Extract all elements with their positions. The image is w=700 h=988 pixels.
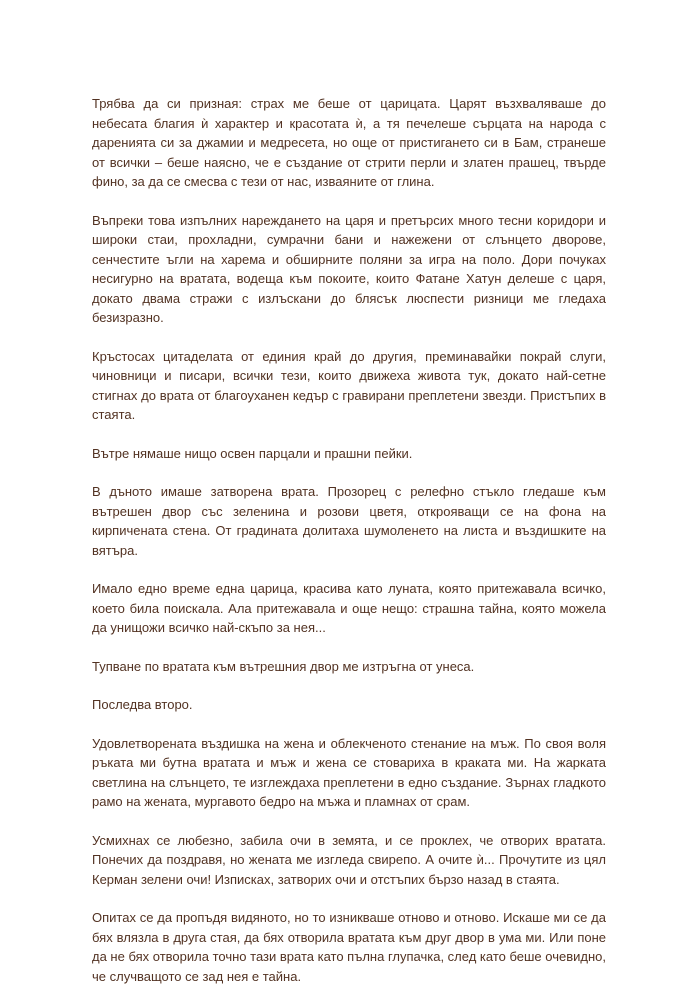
paragraph-5: В дъното имаше затворена врата. Прозорец с релефно стъкло гледаше към вътрешен двор със зеленина и розови цветя, открояващи се на фона на кирпичената стена. От градината долитаха шумоленето на листа и въздишките на вятъра. — [92, 484, 606, 558]
paragraph-1: Трябва да си призная: страх ме беше от царицата. Царят възхваляваше до небесата благия ѝ характер и красотата ѝ, а тя печелеше сърцата на народа с даренията си за джамии и медресета, но още от пристигането си в Бам, странеше от всички – беше наясно, че е създание от стрити перли и златен прашец, твърде фино, за да се смесва с тези от нас, изваяните от глина. — [92, 96, 606, 189]
paragraph-7: Тупване по вратата към вътрешния двор ме изтръгна от унеса. — [92, 658, 475, 674]
document-page — [92, 94, 606, 986]
paragraph-4: Вътре нямаше нищо освен парцали и прашни пейки. — [92, 445, 413, 461]
paragraph-2: Въпреки това изпълних нареждането на царя и претърсих много тесни коридори и широки стаи, прохладни, сумрачни бани и нажежени от слънцето дворове, сенчестите ъгли на харема и обширните поляни за игра на поло. Дори почуках несигурно на вратата, водеща към покоите, които Фатане Хатун делеше с царя, докато двама стражи с излъскани до блясък люспести ризници ме гледаха безизразно. — [92, 212, 606, 325]
paragraph-3: Кръстосах цитаделата от единия край до другия, преминавайки покрай слуги, чиновници и писари, всички тези, които движеха живота тук, докато най-сетне стигнах до врата от благоуханен кедър с гравирани преплетени звезди. Пристъпих в стаята. — [92, 348, 606, 422]
paragraph-8: Последва второ. — [92, 697, 193, 712]
paragraph-10: Усмихнах се любезно, забила очи в земята, и се проклех, че отворих вратата. Понечих да поздравя, но жената ме изгледа свирепо. А очите ѝ... Прочутите из цял Керман зелени очи! Изписках, затворих очи и отстъпих бързо назад в стаята. — [92, 832, 606, 887]
paragraph-9: Удовлетворената въздишка на жена и облекченото стенание на мъж. По своя воля ръката ми бутна вратата и мъж и жена се стовариха в краката ми. На жарката светлина на слънцето, те изглеждаха преплетени в едно създание. Зърнах гладкото рамо на жената, мургавото бедро на мъжа и пламнах от срам. — [92, 735, 606, 809]
paragraph-11: Опитах се да пропъдя видяното, но то изникваше отново и отново. Искаше ми се да бях влязла в друга стая, да бях отворила вратата към друг двор в ума ми. Или поне да не бях отворила точно тази врата като пълна глупачка, след като беше очевидно, че случващото се зад нея е тайна. — [92, 910, 606, 984]
paragraph-6: Имало едно време една царица, красива като луната, която притежавала всичко, което била поискала. Ала притежавала и още нещо: страшна тайна, която можела да унищожи всичко най-скъпо за нея... — [92, 581, 606, 635]
